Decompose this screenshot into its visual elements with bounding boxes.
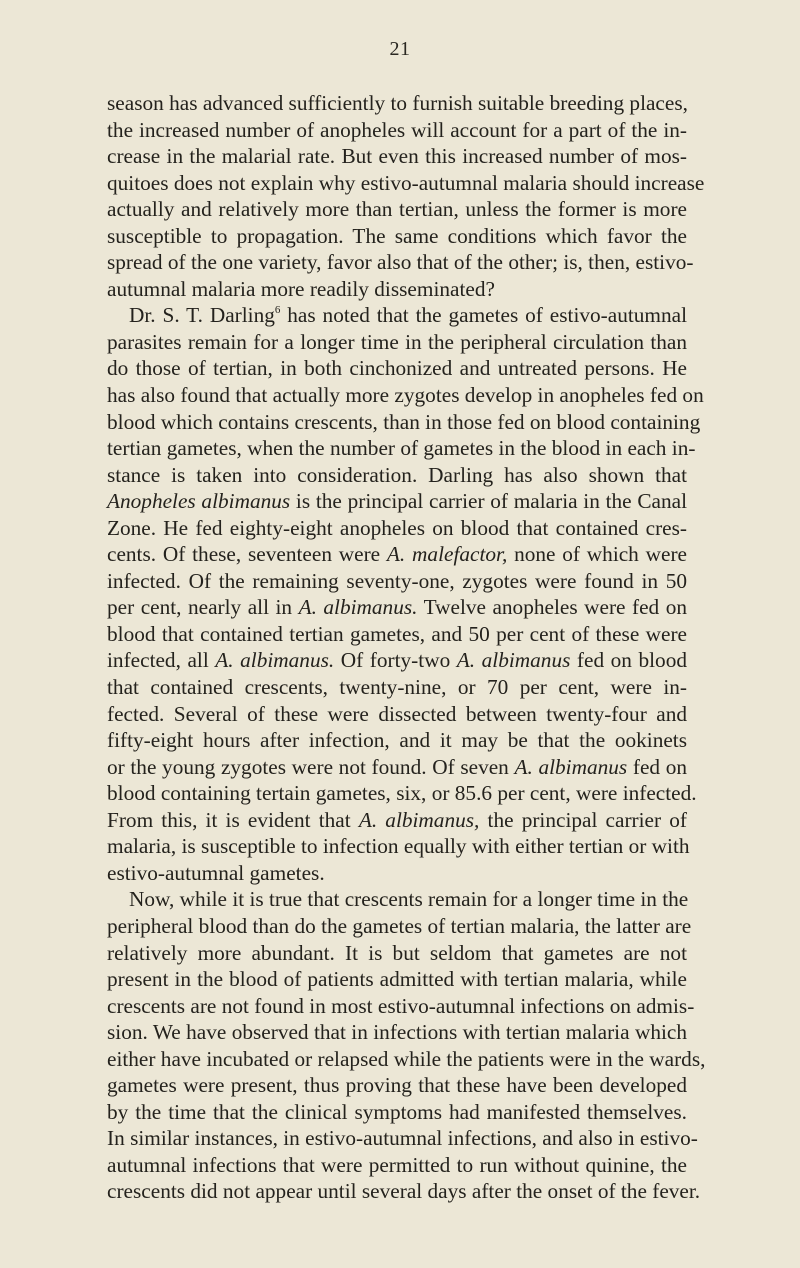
text-line xyxy=(107,541,687,568)
text-line: fected. Several of these were dissected between twenty-four and xyxy=(107,701,687,726)
text-run: none of which were xyxy=(507,542,687,567)
text-run: cents. Of these, seventeen were xyxy=(107,542,387,567)
species-name: Anopheles albimanus xyxy=(107,489,291,514)
text-line: crescents did not appear until several days after the onset of the fever. xyxy=(107,1179,701,1204)
text-line: relatively more abundant. It is but seldom that gametes are not xyxy=(107,940,687,965)
species-name: A. albimanus. xyxy=(298,595,418,620)
text-run: the principal carrier of xyxy=(479,807,687,832)
text-line: blood containing tertain gametes, six, or 85.6 per cent, were infected. xyxy=(107,781,697,806)
paragraph-1 xyxy=(107,90,705,302)
text-run: Of forty-two xyxy=(334,648,457,673)
text-line: do those of tertian, in both cinchonized and untreated persons. He xyxy=(107,356,687,381)
text-line: infected. Of the remaining seventy-one, zygotes were found in 50 xyxy=(107,568,687,593)
text-line: present in the blood of patients admitted with tertian malaria, while xyxy=(107,967,687,992)
species-name: A. albimanus xyxy=(456,648,571,673)
text-run: or the young zygotes were not found. Of seven xyxy=(107,754,515,779)
paragraph-2 xyxy=(107,302,704,886)
text-line xyxy=(107,302,687,329)
text-line: estivo-autumnal gametes. xyxy=(107,860,325,885)
text-run: has noted that the gametes of estivo-autumnal xyxy=(280,303,688,328)
text-line: either have incubated or relapsed while the patients were in the wards, xyxy=(107,1046,706,1071)
species-name: A. albimanus. xyxy=(215,648,335,673)
text-line: season has advanced sufficiently to furnish suitable breeding places, xyxy=(107,91,688,115)
paragraph-3 xyxy=(107,886,706,1205)
text-line: autumnal infections that were permitted to run without quinine, the xyxy=(107,1152,687,1177)
text-line: susceptible to propagation. The same conditions which favor the xyxy=(107,223,687,248)
species-name: A. malefactor, xyxy=(386,542,508,567)
text-line: that contained crescents, twenty-nine, or 70 per cent, were in- xyxy=(107,675,687,700)
text-line xyxy=(107,647,687,674)
text-line: sion. We have observed that in infections with tertian malaria which xyxy=(107,1020,687,1045)
text-line: blood that contained tertian gametes, and 50 per cent of these were xyxy=(107,621,687,646)
text-line: spread of the one variety, favor also that of the other; is, then, estivo- xyxy=(107,250,694,275)
text-line: by the time that the clinical symptoms had manifested themselves. xyxy=(107,1099,687,1124)
text-line xyxy=(107,754,687,781)
text-line: quitoes does not explain why estivo-autumnal malaria should increase xyxy=(107,170,705,195)
text-line xyxy=(107,594,687,621)
text-run: Twelve anopheles were fed on xyxy=(417,595,687,620)
footnote-reference: 6 xyxy=(274,304,281,317)
text-line: autumnal malaria more readily disseminated? xyxy=(107,276,495,301)
body-text xyxy=(107,90,706,1205)
text-run: fed on xyxy=(627,754,687,779)
text-line: In similar instances, in estivo-autumnal infections, and also in estivo- xyxy=(107,1126,698,1151)
text-line: actually and relatively more than tertian, unless the former is more xyxy=(107,197,687,222)
text-run: Dr. S. T. Darling xyxy=(129,303,275,328)
species-name: A. albimanus, xyxy=(358,807,480,832)
text-line: stance is taken into consideration. Darling has also shown that xyxy=(107,462,687,487)
text-line: fifty-eight hours after infection, and it may be that the ookinets xyxy=(107,728,687,753)
text-line: Now, while it is true that crescents remain for a longer time in the xyxy=(129,887,689,912)
text-line: parasites remain for a longer time in the peripheral circulation than xyxy=(107,329,687,354)
text-run: per cent, nearly all in xyxy=(107,595,299,620)
text-line: tertian gametes, when the number of gametes in the blood in each in- xyxy=(107,436,696,461)
text-run: is the principal carrier of malaria in the Canal xyxy=(290,489,688,514)
text-line xyxy=(107,488,687,515)
text-line: malaria, is susceptible to infection equally with either tertian or with xyxy=(107,834,690,859)
text-line: Zone. He fed eighty-eight anopheles on blood that contained cres- xyxy=(107,515,687,540)
text-line: blood which contains crescents, than in those fed on blood containing xyxy=(107,409,701,434)
text-line: has also found that actually more zygotes develop in anopheles fed on xyxy=(107,383,704,408)
species-name: A. albimanus xyxy=(514,754,628,779)
text-line: the increased number of anopheles will account for a part of the in- xyxy=(107,117,687,142)
text-run: infected, all xyxy=(107,648,216,673)
text-line xyxy=(107,807,687,834)
page-number: 21 xyxy=(389,38,411,60)
text-line: peripheral blood than do the gametes of tertian malaria, the latter are xyxy=(107,913,692,938)
text-line: crescents are not found in most estivo-autumnal infections on admis- xyxy=(107,993,695,1018)
text-run: fed on blood xyxy=(570,648,688,673)
text-line: gametes were present, thus proving that these have been developed xyxy=(107,1073,687,1098)
text-line: crease in the malarial rate. But even this increased number of mos- xyxy=(107,144,687,169)
text-run: From this, it is evident that xyxy=(107,807,359,832)
